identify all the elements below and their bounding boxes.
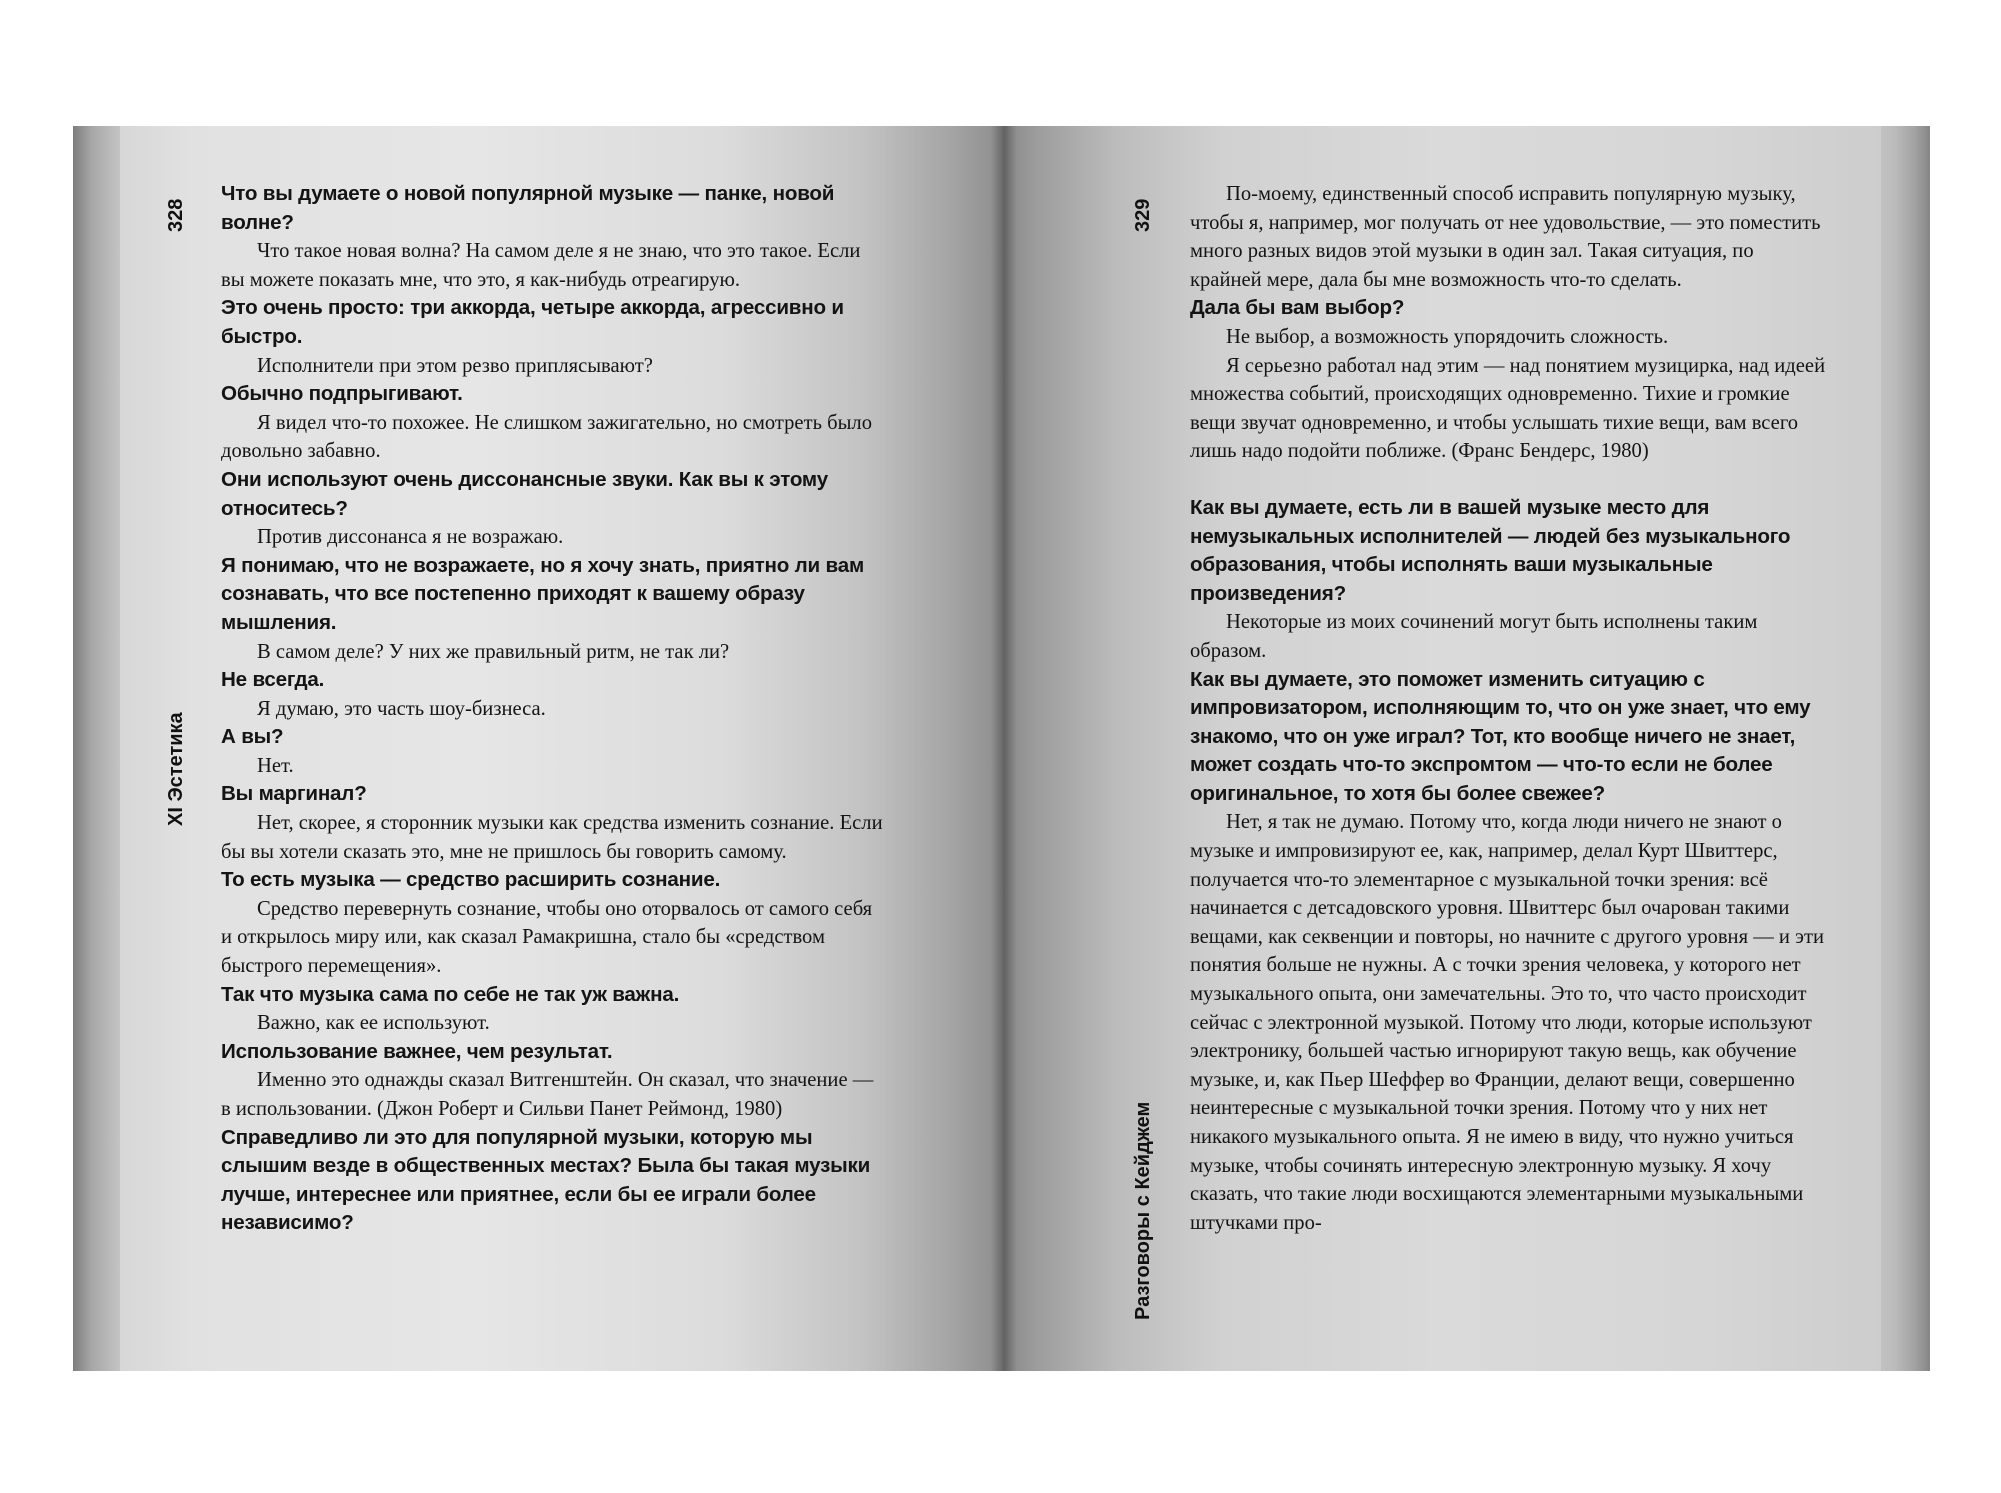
interview-question: Вы маргинал? [221,782,367,806]
interview-question: Как вы думаете, есть ли в вашей музыке место для немузыкальных исполнителей — людей без музыкального образования, чтобы исполнять ваши музыкальные произведения? [1190,495,1791,605]
interview-question: Это очень просто: три аккорда, четыре аккорда, агрессивно и быстро. [221,296,844,348]
interview-answer: Не выбор, а возможность упорядочить сложность. [1226,325,1669,348]
interview-question: То есть музыка — средство расширить сознание. [221,868,721,892]
interview-question: Они используют очень диссонансные звуки. Как вы к этому относитесь? [221,467,828,520]
interview-question: Обычно подпрыгивают. [221,382,463,406]
interview-answer: Именно это однажды сказал Витгенштейн. Он сказал, что значение — в использовании. (Джон Роберт и Сильви Панет Реймонд, 1980) [221,1069,874,1120]
left-page-text [221,180,886,1238]
right-page-text [1190,180,1830,1237]
interview-question: Я понимаю, что не возражаете, но я хочу знать, приятно ли вам сознавать, что все постепенно приходят к вашему образу мышления. [221,553,864,634]
interview-answer: Нет. [257,754,294,777]
interview-answer: В самом деле? У них же правильный ритм, не так ли? [257,640,730,663]
interview-question: А вы? [221,725,284,749]
interview-answer: Я серьезно работал над этим — над понятием музицирка, над идеей множества событий, происходящих одновременно. Тихие и громкие вещи звучат одновременно, и чтобы услышать тихие вещи, вам всего лишь надо подойти поближе. (Франс Бендерс, 1980) [1190,354,1826,463]
interview-question: Использование важнее, чем результат. [221,1039,613,1063]
interview-answer: Что такое новая волна? На самом деле я не знаю, что это такое. Если вы можете показать мне, что это, я как-нибудь отреагирую. [221,240,861,291]
interview-question: Справедливо ли это для популярной музыки, которую мы слышим везде в общественных местах? Была бы такая музыки лучше, интереснее или приятнее, если бы ее играли более независимо? [221,1125,871,1235]
interview-answer: Важно, как ее используют. [257,1012,490,1035]
book-spine-fold [991,126,1017,1371]
section-break [1190,466,1830,494]
interview-answer: Я видел что-то похожее. Не слишком зажигательно, но смотреть было довольно забавно. [221,411,873,463]
right-running-head: Разговоры с Кейджем [1132,1101,1154,1320]
interview-answer: Средство перевернуть сознание, чтобы оно оторвалось от самого себя и открылось миру или, как сказал Рамакришна, стало бы «средством быстрого перемещения». [221,897,873,978]
right-page-number: 329 [1132,198,1154,232]
interview-question: Не всегда. [221,668,325,692]
interview-answer: Нет, я так не думаю. Потому что, когда люди ничего не знают о музыке и импровизируют ее, как, например, делал Курт Швиттерс, получается что-то элементарное с музыкальной точки зрения: всё начинается с детсадовского уровня. Швиттерс был очарован такими вещами, как секвенции и повторы, но начните с другого уровня — и эти понятия больше не нужны. А с точки зрения человека, у которого нет музыкального опыта, они замечательны. Это то, что часто происходит сейчас с электронной музыкой. Потому что люди, которые используют электронику, большей частью игнорируют такую вещь, как обучение музыке, и, как Пьер Шеффер во Франции, делают вещи, совершенно неинтересные с музыкальной точки зрения. Потому что у них нет никакого музыкального опыта. Я не имею в виду, что нужно учиться музыке, чтобы сочинять интересную электронную музыку. Я хочу сказать, что такие люди восхищаются элементарными музыкальными штучками про- [1190,811,1824,1234]
interview-question: Как вы думаете, это поможет изменить ситуацию с импровизатором, исполняющим то, что он уже знает, что ему знакомо, что он уже играл? Тот, кто вообще ничего не знает, может создать что-то экспромтом — что-то если не более оригинальное, то хотя бы более свежее? [1190,667,1811,805]
interview-answer: Исполнители при этом резво приплясывают? [257,354,653,377]
interview-question: Дала бы вам выбор? [1190,296,1405,320]
interview-answer: Я думаю, это часть шоу-бизнеса. [257,697,546,720]
left-running-head: XI Эстетика [165,712,187,826]
interview-answer: По-моему, единственный способ исправить популярную музыку, чтобы я, например, мог получать от нее удовольствие, — это поместить много разных видов этой музыки в один зал. Такая ситуация, по крайней мере, дала бы мне возможность что-то сделать. [1190,183,1821,291]
interview-question: Что вы думаете о новой популярной музыке — панке, новой волне? [221,182,835,234]
interview-answer: Против диссонанса я не возражаю. [257,526,564,549]
interview-question: Так что музыка сама по себе не так уж важна. [221,982,680,1006]
interview-answer: Нет, скорее, я сторонник музыки как средства изменить сознание. Если бы вы хотели сказать это, мне не пришлось бы говорить самому. [221,812,883,863]
left-page-number: 328 [165,198,187,232]
interview-answer: Некоторые из моих сочинений могут быть исполнены таким образом. [1190,611,1758,662]
